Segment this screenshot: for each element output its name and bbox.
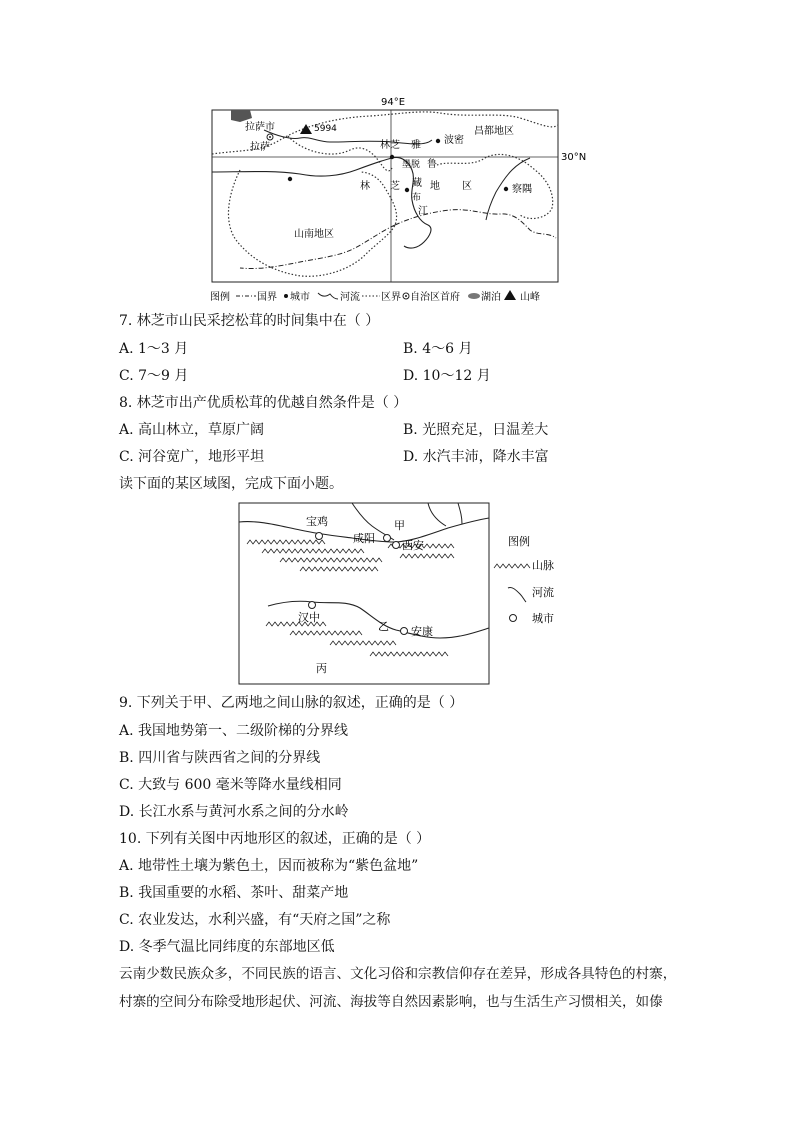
question-7-option-d[interactable]: D. 10～12 月: [403, 368, 491, 384]
city-marker-hanzhong: [309, 602, 316, 609]
map2-label-jia: 甲: [394, 519, 405, 532]
question-7-option-a[interactable]: A. 1～3 月: [119, 341, 189, 357]
question-9-option-c[interactable]: C. 大致与 600 毫米等降水量线相同: [119, 777, 342, 793]
map2-label-yi: 乙: [378, 620, 389, 633]
city-dot: [405, 188, 409, 192]
map-label-bomi: 波密: [444, 135, 464, 146]
question-8-option-d[interactable]: D. 水汽丰沛，降水丰富: [403, 449, 549, 465]
closing-paragraph-line-2: 村寨的空间分布除受地形起伏、河流、海拔等自然因素影响，也与生活生产习惯相关，如傣: [119, 994, 663, 1010]
map2-legend-river: 河流: [532, 586, 554, 599]
map2-label-xianyang: 咸阳: [353, 532, 375, 545]
map1-legend: [210, 290, 540, 303]
question-10-option-d[interactable]: D. 冬季气温比同纬度的东部地区低: [119, 939, 335, 955]
legend-capital: 自治区首府: [410, 292, 460, 303]
question-9-option-b[interactable]: B. 四川省与陕西省之间的分界线: [119, 750, 321, 766]
map-label-zhi: 芝: [390, 181, 400, 192]
river-ne: [428, 503, 446, 526]
closing-paragraph-line-1: 云南少数民族众多，不同民族的语言、文化习俗和宗教信仰存在差异，形成各具特色的村寨，: [119, 966, 677, 982]
qinling-map: [0, 498, 794, 698]
city-marker-baoji: [316, 533, 323, 540]
map-label-zayu: 察隅: [512, 184, 532, 195]
map2-frame: [239, 503, 489, 684]
question-9-stem: 9. 下列关于甲、乙两地之间山脉的叙述，正确的是（ ）: [119, 695, 464, 711]
lhasa-capital-dot: [269, 136, 271, 138]
map2-legend-mountain: 山脉: [532, 559, 554, 572]
question-9-option-d[interactable]: D. 长江水系与黄河水系之间的分水岭: [119, 804, 349, 820]
map-label-medog: 墨脱: [402, 160, 421, 170]
question-7-stem: 7. 林芝市山民采挖松茸的时间集中在（ ）: [119, 313, 380, 329]
question-10-option-c[interactable]: C. 农业发达，水利兴盛，有“天府之国”之称: [119, 912, 391, 928]
map-label-qu: 区: [462, 181, 472, 192]
question-7-option-b[interactable]: B. 4～6 月: [403, 341, 473, 357]
map2-legend-city: 城市: [532, 612, 554, 625]
city-marker-xianyang: [384, 535, 391, 542]
city-dot: [390, 155, 394, 159]
river-ne2: [458, 503, 462, 524]
map-label-lu: 鲁: [427, 159, 437, 170]
map2-label-hanzhong: 汉中: [298, 611, 320, 624]
lat-label: 30°N: [561, 152, 587, 163]
map-label-bu: 布: [412, 193, 422, 203]
map2-legend-title: 图例: [508, 535, 530, 548]
map-label-peak: 5994: [314, 124, 337, 134]
legend-river: 河流: [340, 292, 360, 303]
district-boundary-east: [437, 154, 553, 218]
tibet-map: [0, 0, 794, 310]
map-label-shannan: 山南地区: [294, 229, 334, 240]
river-upper: [264, 130, 432, 144]
map-label-jiang: 江: [418, 206, 428, 217]
city-dot: [504, 187, 508, 191]
map2-label-xian: 西安: [402, 539, 424, 552]
map2-label-ankang: 安康: [411, 625, 433, 638]
district-boundary-shannan: [228, 170, 396, 276]
city-marker-xian: [393, 542, 400, 549]
map-label-lhasa-city: 拉萨市: [245, 122, 275, 133]
lake-shape: [231, 110, 252, 122]
map-label-nyingchi: 林芝: [380, 140, 400, 151]
question-8-option-c[interactable]: C. 河谷宽广，地形平坦: [119, 449, 265, 465]
city-marker-ankang: [401, 628, 408, 635]
lon-label: 94°E: [381, 97, 406, 108]
city-dot: [288, 177, 292, 181]
question-9-option-a[interactable]: A. 我国地势第一、二级阶梯的分界线: [119, 723, 349, 739]
question-10-stem: 10. 下列有关图中丙地形区的叙述，正确的是（ ）: [119, 831, 431, 847]
question-7-option-c[interactable]: C. 7～9 月: [119, 368, 189, 384]
legend-city: 城市: [290, 292, 310, 303]
intro-text: 读下面的某区域图，完成下面小题。: [119, 476, 343, 492]
map-label-zang: 藏: [412, 178, 422, 189]
map2-label-bing: 丙: [316, 662, 327, 675]
city-dot: [436, 139, 440, 143]
question-10-option-a[interactable]: A. 地带性土壤为紫色土，因而被称为“紫色盆地”: [119, 858, 419, 874]
legend-district: 区界: [381, 292, 401, 303]
legend-border: 国界: [257, 292, 277, 303]
legend-title: 图例: [210, 292, 230, 303]
question-8-stem: 8. 林芝市出产优质松茸的优越自然条件是（ ）: [119, 395, 408, 411]
map-label-qamdo: 昌都地区: [474, 126, 514, 137]
question-8-option-b[interactable]: B. 光照充足，日温差大: [403, 422, 549, 438]
question-10-option-b[interactable]: B. 我国重要的水稻、茶叶、甜菜产地: [119, 885, 349, 901]
map-label-di: 地: [430, 181, 440, 192]
map2-legend: [494, 534, 554, 625]
map-label-lin: 林: [360, 181, 370, 192]
legend-lake: 湖泊: [481, 292, 501, 303]
map-label-ya: 雅: [411, 140, 421, 151]
legend-peak: 山峰: [520, 292, 540, 303]
mountain-peak-icon: [300, 124, 312, 134]
map2-label-baoji: 宝鸡: [306, 515, 328, 528]
map-label-lhasa: 拉萨: [250, 142, 270, 153]
question-8-option-a[interactable]: A. 高山林立，草原广阔: [119, 422, 265, 438]
